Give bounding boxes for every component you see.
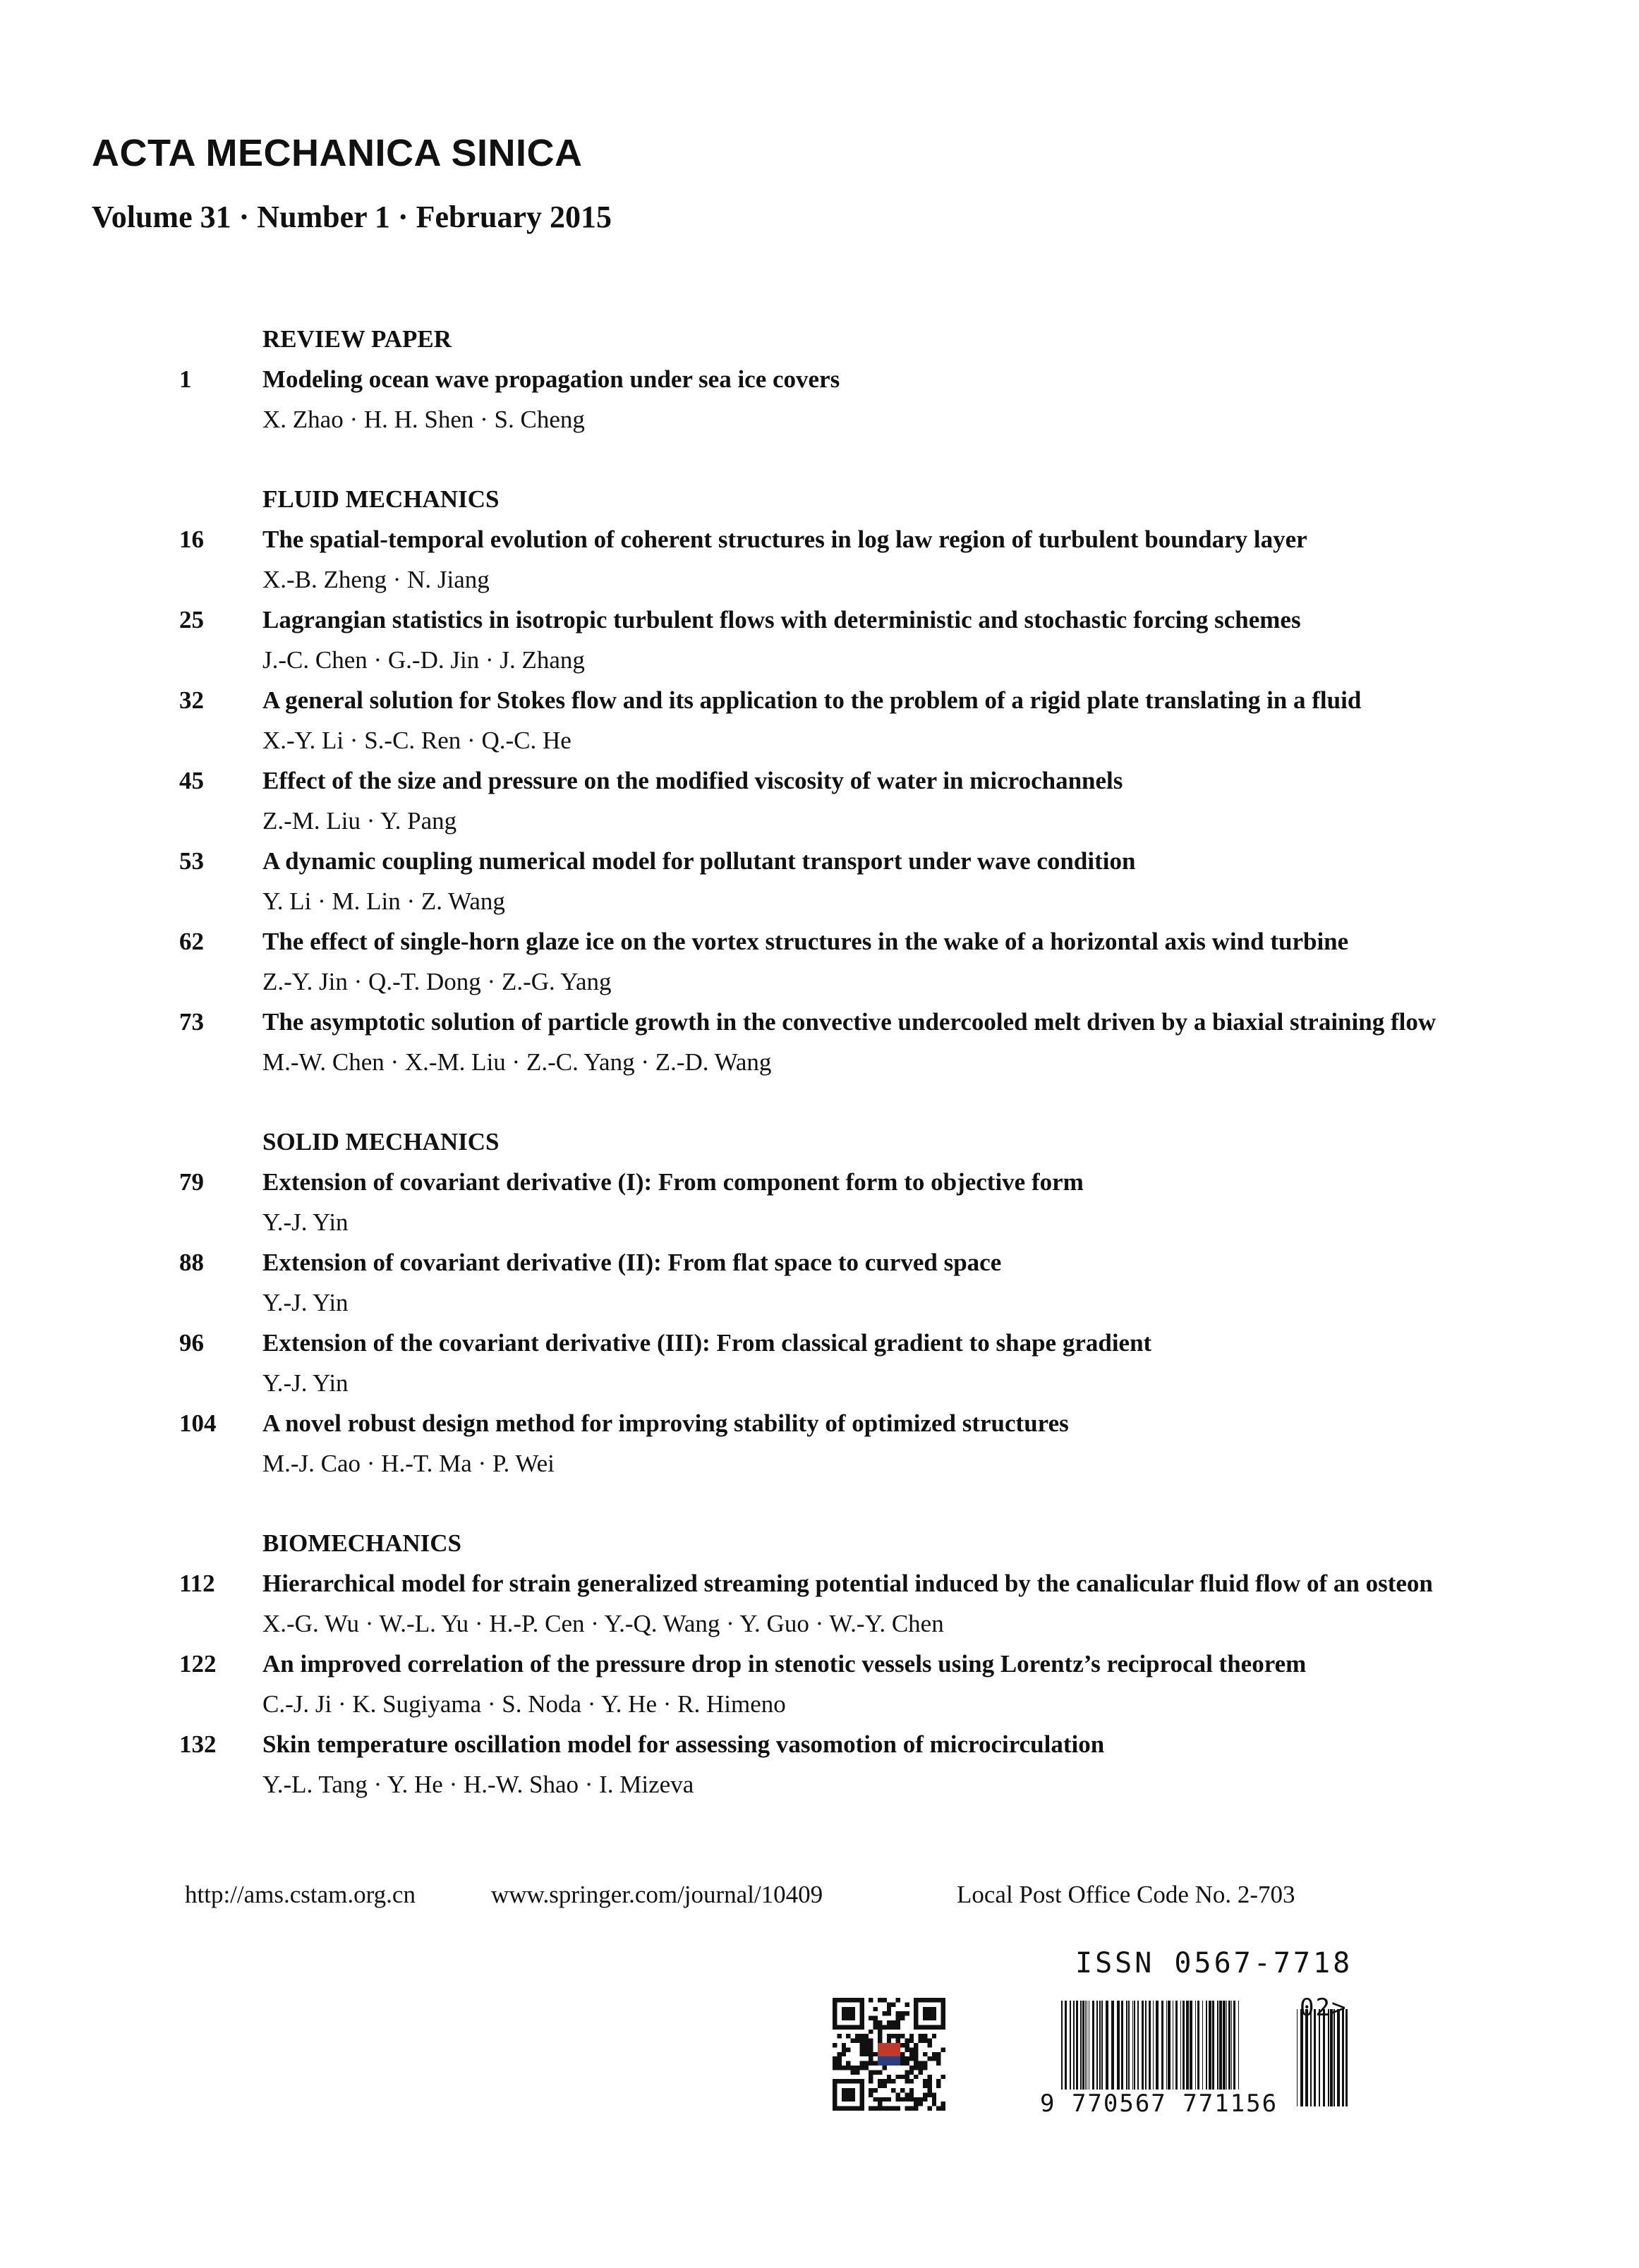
section-heading: BIOMECHANICS (262, 1529, 461, 1557)
entry-page-number: 112 (179, 1570, 215, 1597)
entry-title[interactable]: Extension of covariant derivative (II): From flat space to curved space (262, 1249, 1002, 1276)
table-of-contents (0, 319, 1639, 1844)
entry-title[interactable]: Extension of the covariant derivative (III): From classical gradient to shape gradient (262, 1329, 1152, 1357)
qr-code (833, 1998, 945, 2111)
entry-authors: Y. Li · M. Lin · Z. Wang (262, 887, 505, 915)
section-heading: SOLID MECHANICS (262, 1128, 500, 1156)
entry-page-number: 104 (179, 1409, 217, 1437)
toc-entry (0, 1242, 1639, 1323)
toc-entry (0, 519, 1639, 600)
entry-page-number: 79 (179, 1168, 204, 1196)
entry-title[interactable]: A novel robust design method for improving stability of optimized structures (262, 1409, 1069, 1437)
toc-entry (0, 680, 1639, 760)
journal-website-link[interactable]: http://ams.cstam.org.cn (185, 1881, 416, 1908)
toc-section (0, 1122, 1639, 1484)
entry-page-number: 16 (179, 526, 204, 553)
entry-authors: M.-W. Chen · X.-M. Liu · Z.-C. Yang · Z.-D. Wang (262, 1048, 772, 1076)
entry-authors: C.-J. Ji · K. Sugiyama · S. Noda · Y. He · R. Himeno (262, 1690, 786, 1718)
toc-entry (0, 1724, 1639, 1805)
entry-title[interactable]: Skin temperature oscillation model for assessing vasomotion of microcirculation (262, 1730, 1105, 1758)
section-heading: REVIEW PAPER (262, 325, 452, 353)
toc-entry (0, 1323, 1639, 1403)
entry-title[interactable]: Extension of covariant derivative (I): From component form to objective form (262, 1168, 1084, 1196)
entry-title[interactable]: Lagrangian statistics in isotropic turbulent flows with deterministic and stochastic forcing schemes (262, 606, 1301, 633)
entry-title[interactable]: Effect of the size and pressure on the modified viscosity of water in microchannels (262, 767, 1123, 794)
entry-authors: X.-Y. Li · S.-C. Ren · Q.-C. He (262, 727, 571, 754)
entry-authors: Y.-J. Yin (262, 1369, 349, 1397)
entry-title[interactable]: Modeling ocean wave propagation under sea ice covers (262, 365, 840, 393)
toc-entry (0, 921, 1639, 1002)
toc-entry (0, 1563, 1639, 1644)
toc-entry (0, 600, 1639, 680)
entry-page-number: 132 (179, 1730, 217, 1758)
entry-authors: M.-J. Cao · H.-T. Ma · P. Wei (262, 1450, 555, 1477)
entry-page-number: 53 (179, 847, 204, 875)
entry-authors: X. Zhao · H. H. Shen · S. Cheng (262, 406, 585, 433)
issn-number: ISSN 0567-7718 (1075, 1947, 1353, 1979)
entry-page-number: 45 (179, 767, 204, 794)
entry-page-number: 88 (179, 1249, 204, 1276)
springer-journal-link[interactable]: www.springer.com/journal/10409 (491, 1881, 823, 1908)
entry-title[interactable]: The effect of single-horn glaze ice on the vortex structures in the wake of a horizontal axis wind turbine (262, 928, 1349, 955)
entry-page-number: 96 (179, 1329, 204, 1357)
issue-info: Volume 31 · Number 1 · February 2015 (92, 200, 612, 234)
entry-page-number: 25 (179, 606, 204, 633)
journal-title: ACTA MECHANICA SINICA (92, 132, 583, 174)
toc-entry (0, 1403, 1639, 1484)
entry-authors: Z.-M. Liu · Y. Pang (262, 807, 457, 835)
section-heading: FLUID MECHANICS (262, 485, 500, 513)
toc-entry (0, 359, 1639, 439)
entry-page-number: 1 (179, 365, 192, 393)
toc-entry (0, 841, 1639, 921)
toc-entry (0, 1162, 1639, 1242)
post-office-code: Local Post Office Code No. 2-703 (957, 1881, 1295, 1908)
toc-section (0, 1523, 1639, 1805)
entry-authors: Y.-L. Tang · Y. He · H.-W. Shao · I. Mizeva (262, 1771, 694, 1798)
entry-title[interactable]: A general solution for Stokes flow and its application to the problem of a rigid plate translating in a fluid (262, 686, 1362, 714)
entry-title[interactable]: A dynamic coupling numerical model for pollutant transport under wave condition (262, 847, 1136, 875)
entry-title[interactable]: The spatial-temporal evolution of coherent structures in log law region of turbulent boundary layer (262, 526, 1307, 553)
toc-section (0, 319, 1639, 439)
toc-section (0, 479, 1639, 1082)
entry-title[interactable]: An improved correlation of the pressure drop in stenotic vessels using Lorentz’s reciprocal theorem (262, 1650, 1307, 1678)
toc-entry (0, 1644, 1639, 1724)
entry-authors: Z.-Y. Jin · Q.-T. Dong · Z.-G. Yang (262, 968, 612, 995)
barcode-number: 9 770567 771156 (1040, 2090, 1278, 2118)
entry-page-number: 73 (179, 1008, 204, 1036)
entry-authors: X.-B. Zheng · N. Jiang (262, 566, 490, 593)
entry-title[interactable]: Hierarchical model for strain generalized streaming potential induced by the canalicular fluid flow of an osteon (262, 1570, 1433, 1597)
addon-number: 02> (1300, 1994, 1348, 2022)
entry-page-number: 62 (179, 928, 204, 955)
entry-page-number: 32 (179, 686, 204, 714)
entry-authors: J.-C. Chen · G.-D. Jin · J. Zhang (262, 646, 585, 674)
issue-addon-barcode (1295, 2009, 1352, 2106)
entry-title[interactable]: The asymptotic solution of particle growth in the convective undercooled melt driven by a biaxial straining flow (262, 1008, 1437, 1036)
entry-authors: X.-G. Wu · W.-L. Yu · H.-P. Cen · Y.-Q. Wang · Y. Guo · W.-Y. Chen (262, 1610, 944, 1637)
toc-entry (0, 760, 1639, 841)
entry-authors: Y.-J. Yin (262, 1208, 349, 1236)
entry-authors: Y.-J. Yin (262, 1289, 349, 1316)
toc-entry (0, 1002, 1639, 1082)
entry-page-number: 122 (179, 1650, 217, 1678)
